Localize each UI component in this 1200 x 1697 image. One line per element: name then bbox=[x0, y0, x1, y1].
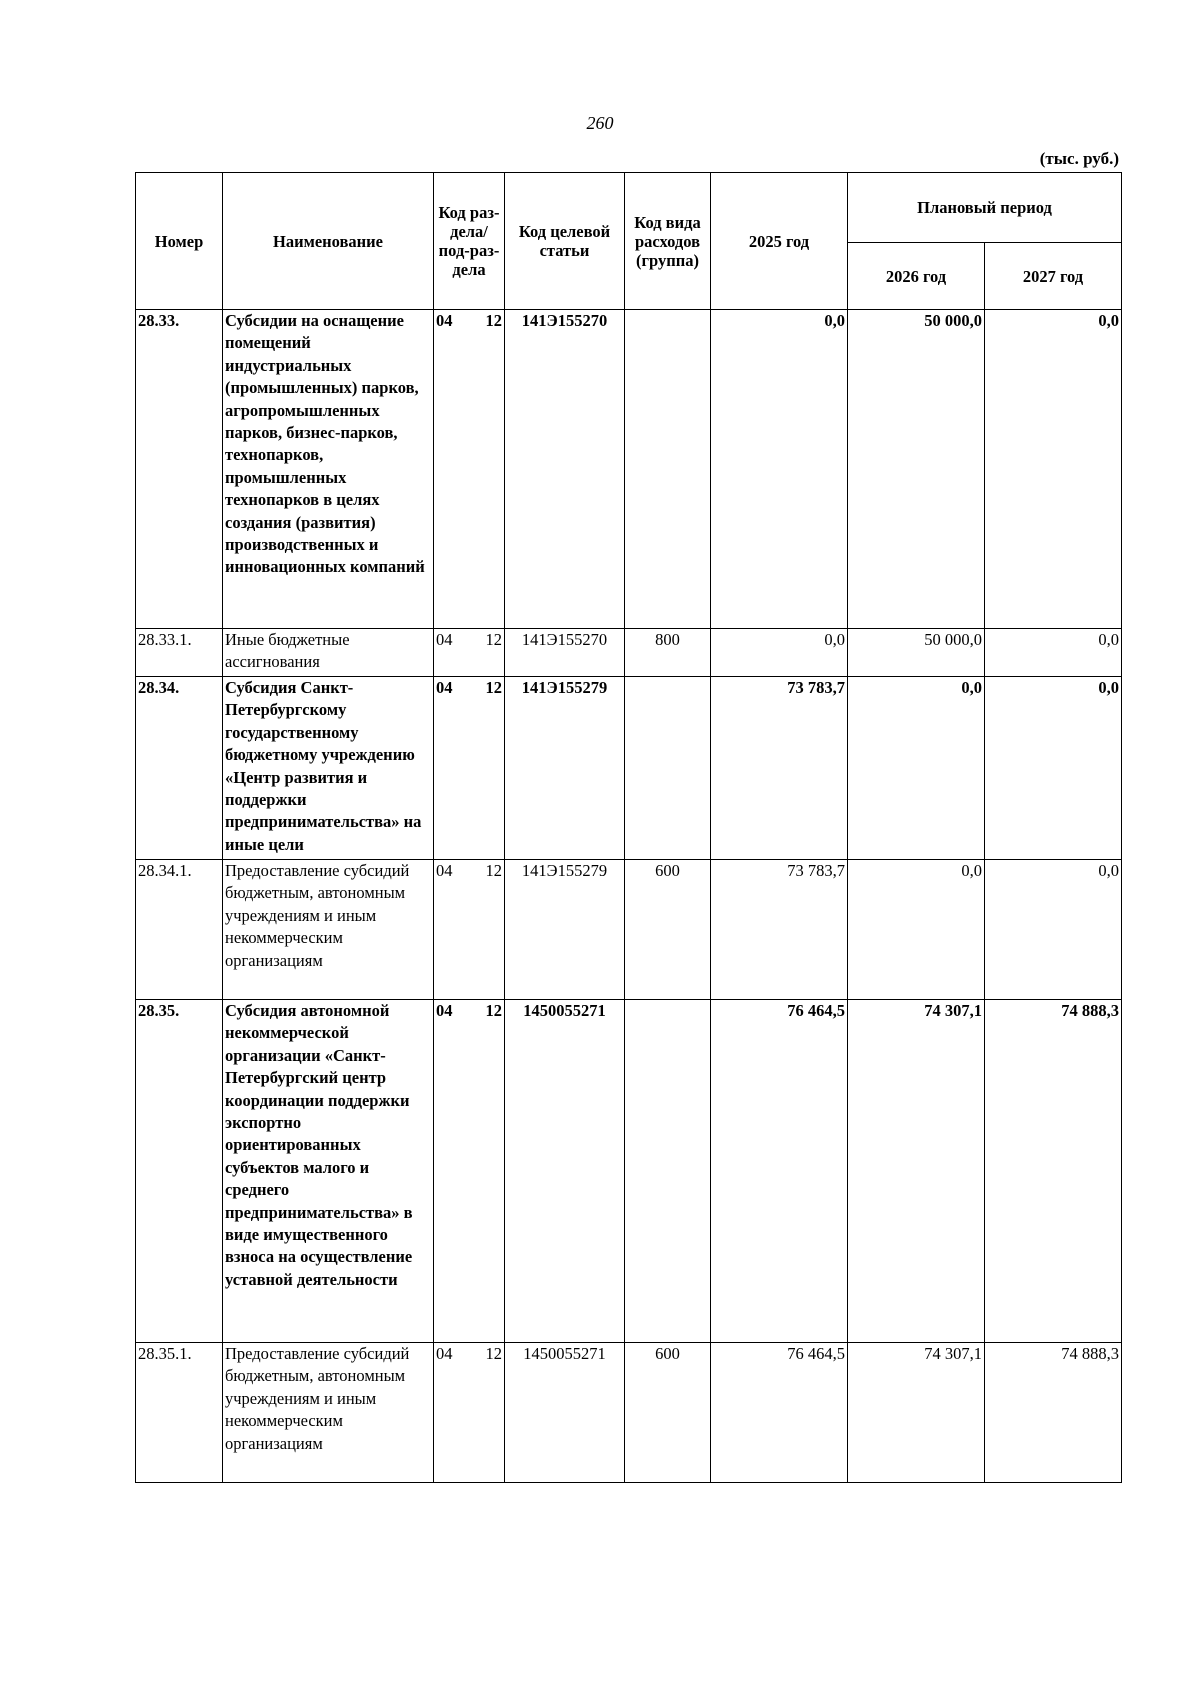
row-expense-group: 600 bbox=[625, 1343, 711, 1483]
row-amount-2025: 73 783,7 bbox=[711, 860, 848, 1000]
header-2026: 2026 год bbox=[848, 243, 985, 310]
header-name: Наименование bbox=[223, 173, 434, 310]
row-number: 28.34.1. bbox=[136, 860, 223, 1000]
row-section-code bbox=[434, 677, 505, 860]
row-section-code bbox=[434, 310, 505, 629]
row-amount-2027: 0,0 bbox=[985, 629, 1122, 677]
row-podrazdel: 12 bbox=[485, 1001, 502, 1020]
row-name: Иные бюджетные ассигнования bbox=[223, 629, 434, 677]
row-number: 28.33.1. bbox=[136, 629, 223, 677]
row-target-code: 141Э155279 bbox=[505, 860, 625, 1000]
row-name: Субсидии на оснащение помещений индустриальных (промышленных) парков, агропромышленных парков, бизнес-парков, технопарков, промышленных технопарков в целях создания (развития) производственных и инновационных компаний bbox=[223, 310, 434, 629]
row-name: Субсидия автономной некоммерческой организации «Санкт-Петербургский центр координации поддержки экспортно ориентированных субъектов малого и среднего предпринимательства» в виде имущественного взноса на осуществление уставной деятельности bbox=[223, 1000, 434, 1343]
row-target-code: 141Э155279 bbox=[505, 677, 625, 860]
row-target-code: 1450055271 bbox=[505, 1343, 625, 1483]
row-amount-2027: 0,0 bbox=[985, 860, 1122, 1000]
row-amount-2026: 0,0 bbox=[848, 860, 985, 1000]
row-razdel: 04 bbox=[436, 1001, 453, 1020]
row-expense-group bbox=[625, 310, 711, 629]
header-2027: 2027 год bbox=[985, 243, 1122, 310]
row-podrazdel: 12 bbox=[485, 861, 502, 880]
row-podrazdel: 12 bbox=[485, 630, 502, 649]
page-number: 260 bbox=[586, 113, 614, 133]
row-expense-group bbox=[625, 1000, 711, 1343]
row-podrazdel: 12 bbox=[485, 1344, 502, 1363]
row-number: 28.33. bbox=[136, 310, 223, 629]
row-number: 28.35. bbox=[136, 1000, 223, 1343]
row-amount-2025: 0,0 bbox=[711, 629, 848, 677]
header-expense-type: Код вида расходов (группа) bbox=[625, 173, 711, 310]
row-section-code bbox=[434, 629, 505, 677]
row-amount-2025: 73 783,7 bbox=[711, 677, 848, 860]
table-row bbox=[136, 1000, 1122, 1343]
row-amount-2027: 0,0 bbox=[985, 677, 1122, 860]
row-razdel: 04 bbox=[436, 311, 453, 330]
row-amount-2026: 50 000,0 bbox=[848, 310, 985, 629]
row-razdel: 04 bbox=[436, 678, 453, 697]
row-target-code: 141Э155270 bbox=[505, 310, 625, 629]
row-number: 28.34. bbox=[136, 677, 223, 860]
row-amount-2026: 0,0 bbox=[848, 677, 985, 860]
row-amount-2027: 74 888,3 bbox=[985, 1000, 1122, 1343]
row-amount-2025: 76 464,5 bbox=[711, 1343, 848, 1483]
header-2025: 2025 год bbox=[711, 173, 848, 310]
table-row bbox=[136, 860, 1122, 1000]
row-section-code bbox=[434, 860, 505, 1000]
row-name: Предоставление субсидий бюджетным, автономным учреждениям и иным некоммерческим организациям bbox=[223, 860, 434, 1000]
row-amount-2026: 74 307,1 bbox=[848, 1343, 985, 1483]
budget-table bbox=[135, 172, 1122, 1483]
row-amount-2026: 50 000,0 bbox=[848, 629, 985, 677]
row-amount-2027: 0,0 bbox=[985, 310, 1122, 629]
row-podrazdel: 12 bbox=[485, 311, 502, 330]
header-plan-period: Плановый период bbox=[848, 173, 1122, 243]
table-row bbox=[136, 1343, 1122, 1483]
row-number: 28.35.1. bbox=[136, 1343, 223, 1483]
row-target-code: 141Э155270 bbox=[505, 629, 625, 677]
table-body bbox=[136, 310, 1122, 1483]
row-section-code bbox=[434, 1000, 505, 1343]
row-amount-2026: 74 307,1 bbox=[848, 1000, 985, 1343]
table-row bbox=[136, 310, 1122, 629]
row-razdel: 04 bbox=[436, 1344, 453, 1363]
row-amount-2027: 74 888,3 bbox=[985, 1343, 1122, 1483]
row-expense-group bbox=[625, 677, 711, 860]
row-amount-2025: 76 464,5 bbox=[711, 1000, 848, 1343]
row-expense-group: 600 bbox=[625, 860, 711, 1000]
row-name: Предоставление субсидий бюджетным, автономным учреждениям и иным некоммерческим организациям bbox=[223, 1343, 434, 1483]
header-target-code: Код целевой статьи bbox=[505, 173, 625, 310]
header-section-code: Код раз-дела/ под-раз-дела bbox=[434, 173, 505, 310]
row-target-code: 1450055271 bbox=[505, 1000, 625, 1343]
row-razdel: 04 bbox=[436, 630, 453, 649]
row-podrazdel: 12 bbox=[485, 678, 502, 697]
header-number: Номер bbox=[136, 173, 223, 310]
row-name: Субсидия Санкт-Петербургскому государственному бюджетному учреждению «Центр развития и поддержки предпринимательства» на иные цели bbox=[223, 677, 434, 860]
table-row bbox=[136, 677, 1122, 860]
row-amount-2025: 0,0 bbox=[711, 310, 848, 629]
units-label: (тыс. руб.) bbox=[1039, 149, 1119, 168]
row-razdel: 04 bbox=[436, 861, 453, 880]
row-expense-group: 800 bbox=[625, 629, 711, 677]
table-row bbox=[136, 629, 1122, 677]
row-section-code bbox=[434, 1343, 505, 1483]
